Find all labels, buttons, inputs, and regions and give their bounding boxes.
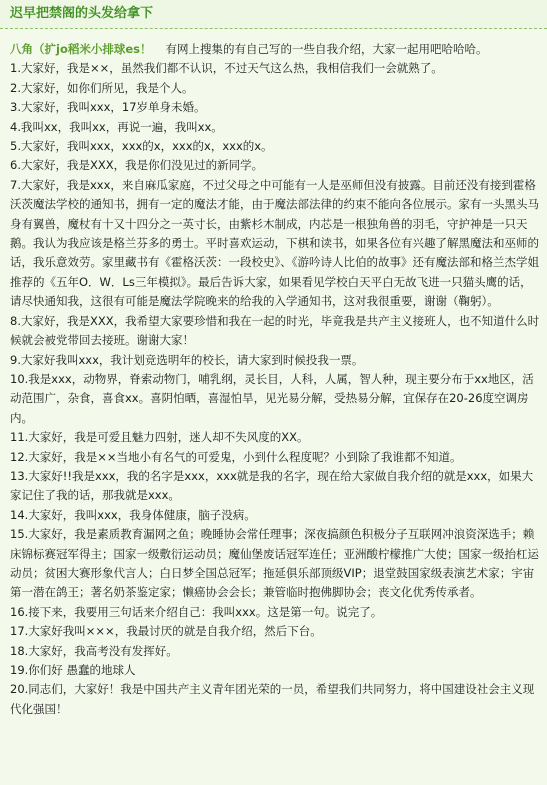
list-item-9: 9.大家好我叫xxx，我计划竞选明年的校长，请大家到时候投我一票。 [10, 352, 364, 367]
list-item-8: 8.大家好，我是XXX，我希望大家要珍惜和我在一起的时光，毕竟我是共产主义接班人，也不知道什么时候就会被党带回去接班。谢谢大家！ [10, 313, 540, 348]
list-item-7: 7.大家好，我是xxx，来自麻瓜家庭，不过父母之中可能有一人是巫师但没有披露。目前还没有接到霍格沃茨魔法学校的通知书，拥有一定的魔法才能，由于魔法部法律的约束不能向各位展示。家有一头黑头马身有翼兽，魔杖有十又十四分之一英寸长，由紫杉木制成，内芯是一根独角兽的羽毛，守护神是一只天鹅。我认为我应该是格兰芬多的勇士。平时喜欢运动，下棋和读书，如果各位有兴趣了解黑魔法和巫师的话，我乐意效劳。家里藏书有《霍格沃茨：一段校史》、《游吟诗人比伯的故事》还有魔法部和格兰杰学姐推荐的《五年O．W．Ls三年模拟》。最后告诉大家，如果看见学校白天平白无故飞进一只猫头鹰的话，请尽快通知我，这很有可能是魔法学院晚来的给我的入学通知书，这对我很重要，谢谢（鞠躬）。 [10, 177, 539, 309]
list-item-5: 5.大家好，我叫xxx，xxx的x，xxx的x，xxx的x。 [10, 139, 273, 154]
list-item-3: 3.大家好，我叫xxx，17岁单身未婚。 [10, 100, 206, 115]
intro-text: 有网上搜集的有自己写的一些自我介绍，大家一起用吧哈哈哈。 [165, 42, 488, 56]
list-item-20: 20.同志们，大家好！我是中国共产主义青年团光荣的一员，希望我们共同努力，将中国建设社会主义现代化强国！ [10, 682, 535, 716]
list-item-2: 2.大家好，如你们所见，我是个人。 [10, 80, 194, 95]
list-item-13: 13.大家好!!我是xxx，我的名字是xxx，xxx就是我的名字，现在给大家做自我介绍的就是xxx，如果大家记住了我的话，那我就是xxx。 [10, 468, 534, 503]
list-item-16: 16.接下来，我要用三句话来介绍自己：我叫xxx。这是第一句。说完了。 [10, 604, 383, 619]
list-item-15: 15.大家好，我是素质教育漏网之鱼；晚睡协会常任理事；深夜搞颜色积极分子互联网冲浪资深选手；赖床锦标赛冠军得主；国家一级敷衍运动员；魔仙堡废话冠军连任；亚洲酸柠檬推广大使；国家一级抬杠运动员；贫困大赛形象代言人；白日梦全国总冠军；拖延俱乐部顶级VIP；退堂鼓国家级表演艺术家；宇宙第一潜在鸽王；著名奶茶鉴定家；懒癌协会会长；兼管临时抱佛脚协会；丧文化优秀传承者。 [10, 527, 539, 600]
list-item-6: 6.大家好，我是XXX，我是你们没见过的新同学。 [10, 158, 264, 173]
intro-paragraph [10, 40, 540, 59]
list-item-18: 18.大家好，我高考没有发挥好。 [10, 643, 178, 658]
article-body [10, 40, 540, 719]
list-item-14: 14.大家好，我叫xxx，我身体健康，脑子没病。 [10, 507, 256, 522]
list-item-4: 4.我叫xx，我叫xx，再说一遍，我叫xx。 [10, 119, 223, 134]
page-title: 迟早把禁阁的头发给拿下 [10, 6, 154, 21]
header-bar [0, 0, 547, 29]
author-name[interactable]: 八角（扩jo稻米小排球es！ [10, 42, 152, 56]
list-item-10: 10.我是xxx，动物界，脊索动物门，哺乳纲，灵长目，人科，人属，智人种，现主要分布于xx地区，活动范围广，杂食，喜食xx。喜阴怕晒，喜湿怕旱，见光易分解，受热易分解，宜保存在20-26度空调房内。 [10, 371, 534, 425]
list-item-11: 11.大家好，我是可爱且魅力四射，迷人却不失风度的XX。 [10, 430, 309, 445]
list-item-19: 19.你们好 愚蠢的地球人 [10, 663, 136, 677]
list-item-17: 17.大家好我叫×××，我最讨厌的就是自我介绍，然后下台。 [10, 624, 322, 639]
list-item-12: 12.大家好，我是××当地小有名气的可爱鬼，小到什么程度呢？小到除了我谁都不知道。 [10, 449, 462, 464]
list-item-1: 1.大家好，我是××，虽然我们都不认识，不过天气这么热，我相信我们一会就熟了。 [10, 61, 443, 76]
